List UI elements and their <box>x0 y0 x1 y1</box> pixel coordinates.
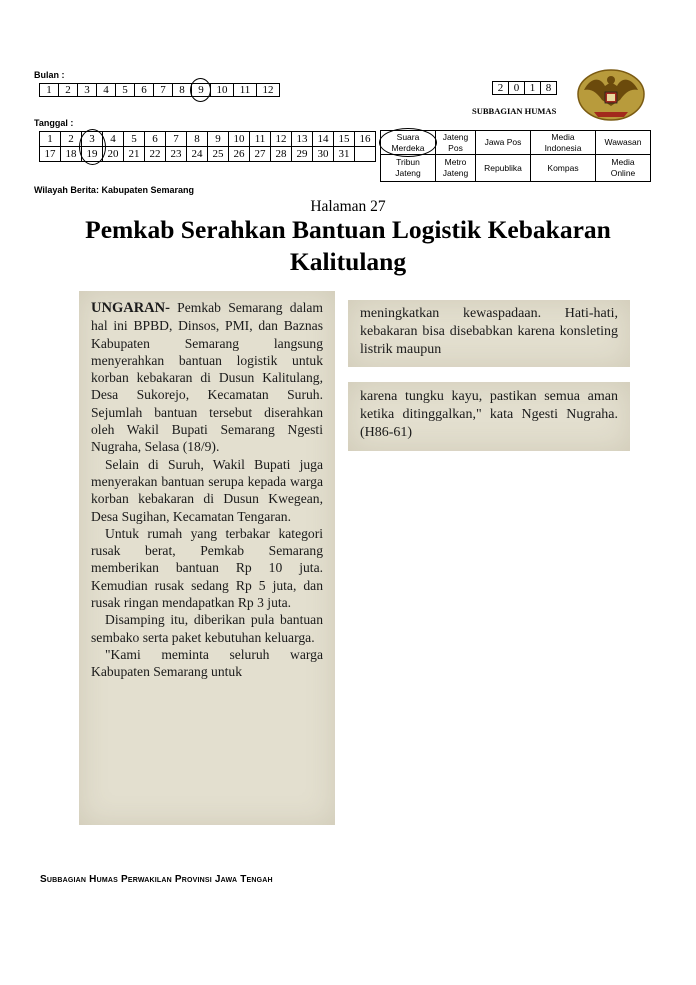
media-selection-circle <box>379 128 437 157</box>
date-cell: 22 <box>145 147 166 162</box>
article-clip-left <box>79 291 335 825</box>
article-clip-right-top <box>348 300 630 367</box>
year-digit: 0 <box>509 82 525 95</box>
date-cell-empty <box>355 147 376 162</box>
date-cell: 1 <box>40 132 61 147</box>
article-paragraph: meningkatkan kewaspadaan. Hati-hati, kebakaran bisa disebabkan karena konsleting listrik maupun <box>360 306 618 357</box>
date-cell: 21 <box>124 147 145 162</box>
date-cell: 15 <box>334 132 355 147</box>
month-cell: 5 <box>116 84 135 97</box>
month-cell: 12 <box>257 84 280 97</box>
garuda-emblem <box>574 66 648 124</box>
article-paragraph: karena tungku kayu, pastikan semua aman ketika ditinggalkan," kata Ngesti Nugraha. (H86-61) <box>360 389 618 440</box>
month-cell: 7 <box>154 84 173 97</box>
date-cell: 29 <box>292 147 313 162</box>
month-cell: 3 <box>78 84 97 97</box>
date-cell: 7 <box>166 132 187 147</box>
date-cell: 30 <box>313 147 334 162</box>
bulan-label: Bulan : <box>34 70 65 80</box>
paragraph-text: Pemkab Semarang dalam hal ini BPBD, Dinsos, PMI, dan Baznas Kabupaten Semarang langsung menyerahkan bantuan logistik untuk korban kebakaran di Dusun Kalitulang, Desa Sukorejo, Kecamatan Suruh. Sejumlah bantuan tersebut diserahkan oleh Wakil Bupati Semarang Ngesti Nugraha, Selasa (18/9). <box>91 300 323 455</box>
article-clip-right-bottom <box>348 382 630 451</box>
date-cell: 5 <box>124 132 145 147</box>
date-cell: 24 <box>187 147 208 162</box>
media-cell-selected: Suara Merdeka <box>381 131 436 155</box>
date-cell: 27 <box>250 147 271 162</box>
date-cell: 14 <box>313 132 334 147</box>
article-paragraph <box>91 299 323 456</box>
date-cell: 17 <box>40 147 61 162</box>
date-cell: 3 <box>82 132 103 147</box>
date-cell: 8 <box>187 132 208 147</box>
year-digit: 8 <box>541 82 557 95</box>
month-cell: 4 <box>97 84 116 97</box>
date-cell: 10 <box>229 132 250 147</box>
date-cell: 12 <box>271 132 292 147</box>
media-cell: Tribun Jateng <box>381 155 436 182</box>
date-cell: 26 <box>229 147 250 162</box>
media-cell: Kompas <box>531 155 596 182</box>
media-cell: Media Indonesia <box>531 131 596 155</box>
date-cell: 2 <box>61 132 82 147</box>
dateline: UNGARAN- <box>91 300 170 316</box>
month-cell: 2 <box>59 84 78 97</box>
date-cell: 4 <box>103 132 124 147</box>
date-cell: 16 <box>355 132 376 147</box>
month-selection-circle <box>190 78 211 102</box>
year-digit: 1 <box>525 82 541 95</box>
month-cell: 8 <box>173 84 192 97</box>
article-paragraph: Untuk rumah yang terbakar kategori rusak berat, Pemkab Semarang memberikan bantuan Rp 10 juta. Kemudian rusak sedang Rp 5 juta, dan rusak ringan mendapatkan Rp 3 juta. <box>91 525 323 611</box>
year-grid <box>492 81 557 95</box>
date-cell: 18 <box>61 147 82 162</box>
media-cell: Jawa Pos <box>476 131 531 155</box>
month-cell: 10 <box>211 84 234 97</box>
month-grid <box>39 83 280 97</box>
article-paragraph: "Kami meminta seluruh warga Kabupaten Semarang untuk <box>91 646 323 680</box>
date-cell: 23 <box>166 147 187 162</box>
wilayah-label: Wilayah Berita: Kabupaten Semarang <box>34 185 194 195</box>
date-cell: 13 <box>292 132 313 147</box>
month-cell: 1 <box>40 84 59 97</box>
month-cell: 6 <box>135 84 154 97</box>
media-cell: Wawasan <box>596 131 651 155</box>
article-paragraph: Selain di Suruh, Wakil Bupati juga menyerakan bantuan serupa kepada warga korban kebakaran di Dusun Kwegean, Desa Sugihan, Kecamatan Tengaran. <box>91 456 323 524</box>
month-cell-selected: 9 <box>192 84 211 97</box>
org-label: SUBBAGIAN HUMAS <box>472 106 557 116</box>
date-cell: 25 <box>208 147 229 162</box>
date-cell: 6 <box>145 132 166 147</box>
date-cell: 11 <box>250 132 271 147</box>
media-cell: Metro Jateng <box>436 155 476 182</box>
date-cell-selected: 19 <box>82 147 103 162</box>
article-paragraph: Disamping itu, diberikan pula bantuan sembako serta paket kebutuhan keluarga. <box>91 612 323 645</box>
month-cell: 11 <box>234 84 257 97</box>
media-cell: Republika <box>476 155 531 182</box>
page-number: Halaman 27 <box>310 198 386 215</box>
date-cell: 20 <box>103 147 124 162</box>
date-cell: 9 <box>208 132 229 147</box>
footer-label: Subbagian Humas Perwakilan Provinsi Jawa Tengah <box>40 874 273 885</box>
headline: Pemkab Serahkan Bantuan Logistik Kebakaran Kalitulang <box>85 215 611 276</box>
media-cell: Media Online <box>596 155 651 182</box>
media-cell: Jateng Pos <box>436 131 476 155</box>
date-cell: 28 <box>271 147 292 162</box>
date-cell: 31 <box>334 147 355 162</box>
year-digit: 2 <box>493 82 509 95</box>
tanggal-label: Tanggal : <box>34 118 74 128</box>
date-selection-circle <box>79 129 106 165</box>
